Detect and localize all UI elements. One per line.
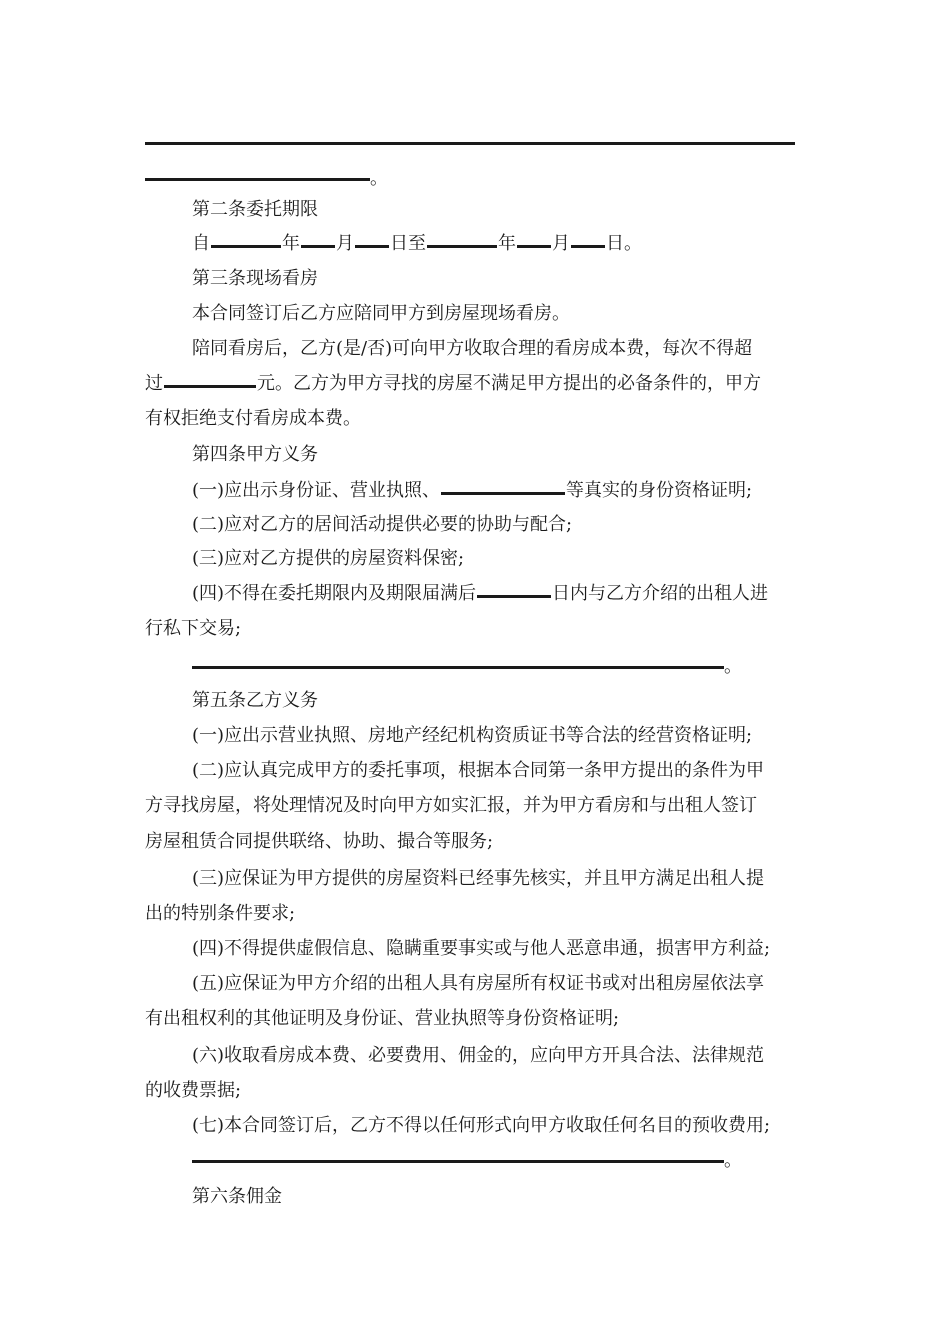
article-3-para-1: 本合同签订后乙方应陪同甲方到房屋现场看房。 xyxy=(192,303,570,324)
blank-year-end xyxy=(427,245,497,248)
blank-line xyxy=(192,666,724,669)
article-5-item-2-cont-2: 房屋租赁合同提供联络、协助、撮合等服务; xyxy=(145,831,494,852)
article-3-para-2: 陪同看房后，乙方(是/否)可向甲方收取合理的看房成本费，每次不得超 xyxy=(192,338,753,359)
blank-line xyxy=(145,178,370,181)
text-month: 月 xyxy=(336,233,354,254)
text-item-1-start: (一)应出示身份证、营业执照、 xyxy=(192,480,441,501)
text-month: 月 xyxy=(552,233,570,254)
text-year: 年 xyxy=(498,233,516,254)
article-5-item-3-cont: 出的特别条件要求; xyxy=(145,903,296,924)
article-3-title: 第三条现场看房 xyxy=(192,268,318,289)
article-5-item-6-cont: 的收费票据; xyxy=(145,1080,242,1101)
article-3-para-4: 有权拒绝支付看房成本费。 xyxy=(145,408,361,429)
text-day-to: 日至 xyxy=(390,233,426,254)
article-5-item-2: (二)应认真完成甲方的委托事项，根据本合同第一条甲方提出的条件为甲 xyxy=(192,760,765,781)
blank-day-end xyxy=(571,245,605,248)
article-5-title: 第五条乙方义务 xyxy=(192,690,318,711)
article-5-item-3: (三)应保证为甲方提供的房屋资料已经事先核实，并且甲方满足出租人提 xyxy=(192,868,765,889)
blank-month-end xyxy=(517,245,551,248)
text-item-4-end: 日内与乙方介绍的出租人进 xyxy=(552,583,769,604)
blank-fee-amount xyxy=(164,385,256,388)
fill-line-1 xyxy=(145,132,795,154)
text-over: 过 xyxy=(145,373,163,394)
text-fee-rest: 元。乙方为甲方寻找的房屋不满足甲方提出的必备条件的，甲方 xyxy=(257,373,761,394)
article-5-item-5: (五)应保证为甲方介绍的出租人具有房屋所有权证书或对出租房屋依法享 xyxy=(192,973,765,994)
blank-days xyxy=(477,595,551,598)
article-5-item-5-cont: 有出租权利的其他证明及身份证、营业执照等身份资格证明; xyxy=(145,1008,620,1029)
article-5-item-6: (六)收取看房成本费、必要费用、佣金的，应向甲方开具合法、法律规范 xyxy=(192,1045,765,1066)
article-6-title: 第六条佣金 xyxy=(192,1186,282,1207)
text-year: 年 xyxy=(282,233,300,254)
blank-year-start xyxy=(211,245,281,248)
article-3-para-3 xyxy=(145,373,761,395)
text-item-4-start: (四)不得在委托期限内及期限届满后 xyxy=(192,583,477,604)
text-day: 日。 xyxy=(606,233,642,254)
blank-line xyxy=(145,142,795,145)
text-item-1-end: 等真实的身份资格证明; xyxy=(566,480,753,501)
line-end-mark: 。 xyxy=(724,656,742,677)
article-4-title: 第四条甲方义务 xyxy=(192,444,318,465)
article-5-item-2-cont-1: 方寻找房屋，将处理情况及时向甲方如实汇报，并为甲方看房和与出租人签订 xyxy=(145,795,757,816)
article-4-item-1 xyxy=(192,480,752,502)
blank-day-start xyxy=(355,245,389,248)
article-4-item-4-cont: 行私下交易; xyxy=(145,618,242,639)
article-2-period xyxy=(192,233,642,255)
article-5-item-7: (七)本合同签订后，乙方不得以任何形式向甲方收取任何名目的预收费用; xyxy=(192,1115,771,1136)
article-5-item-4: (四)不得提供虚假信息、隐瞒重要事实或与他人恶意串通，损害甲方利益; xyxy=(192,938,771,959)
article-4-fill-line xyxy=(192,656,742,678)
text-from: 自 xyxy=(192,233,210,254)
blank-other-docs xyxy=(441,492,565,495)
article-5-fill-line xyxy=(192,1150,742,1172)
blank-month-start xyxy=(301,245,335,248)
blank-line xyxy=(192,1160,724,1163)
line-end-mark: 。 xyxy=(724,1150,742,1171)
article-4-item-2: (二)应对乙方的居间活动提供必要的协助与配合; xyxy=(192,514,573,535)
article-2-title: 第二条委托期限 xyxy=(192,199,318,220)
line-end-mark: 。 xyxy=(370,168,388,189)
article-4-item-3: (三)应对乙方提供的房屋资料保密; xyxy=(192,548,465,569)
fill-line-2 xyxy=(145,168,388,190)
article-4-item-4 xyxy=(192,583,768,605)
article-5-item-1: (一)应出示营业执照、房地产经纪机构资质证书等合法的经营资格证明; xyxy=(192,725,753,746)
